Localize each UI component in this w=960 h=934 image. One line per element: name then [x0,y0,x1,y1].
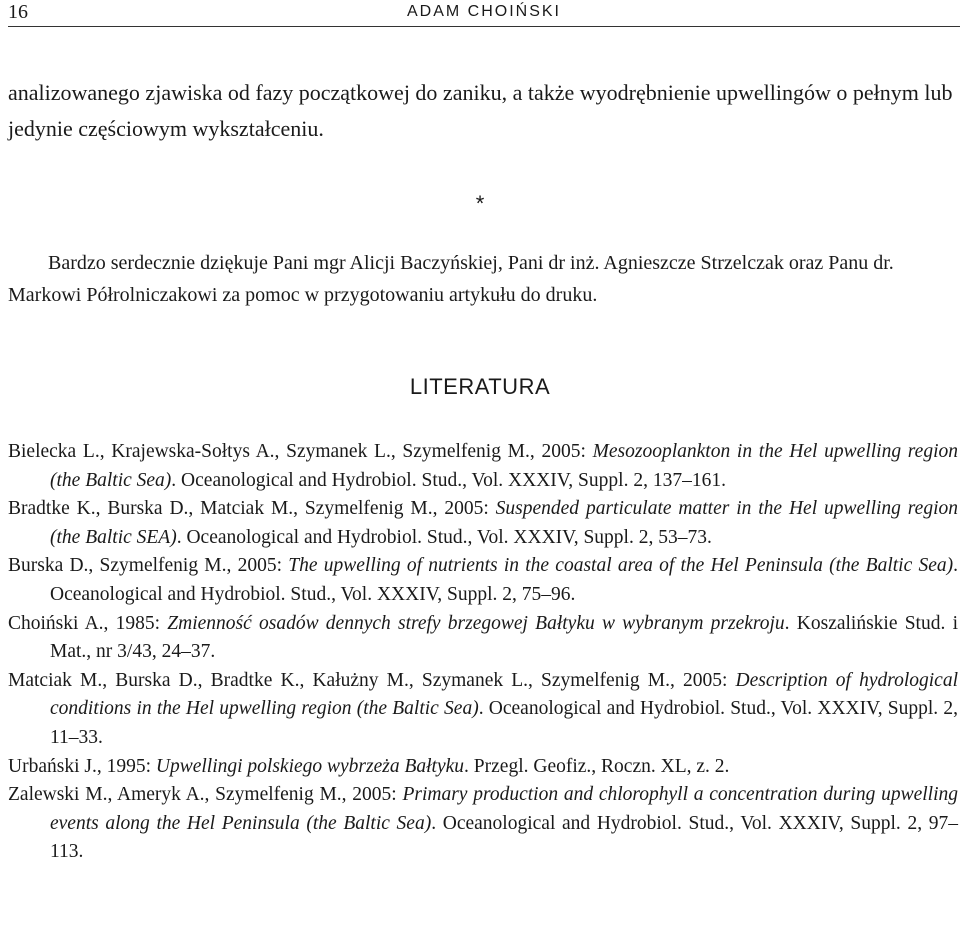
reference-authors: Urbański J., 1995: [8,755,156,777]
reference-title: Description of hydrological conditions in the Hel upwelling region (the Baltic Sea) [50,669,958,720]
reference-item [8,781,958,867]
reference-authors: Bradtke K., Burska D., Matciak M., Szymelfenig M., 2005: [8,498,496,520]
reference-authors: Choiński A., 1985: [8,612,168,634]
reference-authors: Burska D., Szymelfenig M., 2005: [8,555,289,577]
reference-title: The upwelling of nutrients in the coastal area of the Hel Peninsula (the Baltic Sea) [288,555,954,577]
reference-item [8,610,958,667]
reference-title: Suspended particulate matter in the Hel upwelling region (the Baltic SEA) [50,498,958,548]
reference-title: Mesozooplankton in the Hel upwelling region (the Baltic Sea) [50,441,958,491]
reference-source: . Oceanological and Hydrobiol. Stud., Vol. XXXIV, Suppl. 2, 75–96. [50,555,959,605]
reference-title: Primary production and chlorophyll a concentration during upwelling events along the Hel Peninsula (the Baltic Sea) [50,784,958,834]
reference-item [8,438,958,495]
body-paragraph: analizowanego zjawiska od fazy początkowej do zaniku, a także wyodrębnienie upwellingów o pełnym lub jedynie częściowym wykształceniu. [8,80,953,141]
reference-title: Upwellingi polskiego wybrzeża Bałtyku [155,755,465,777]
running-head: ADAM CHOIŃSKI [406,3,561,20]
reference-item [8,552,958,609]
reference-list [8,438,958,867]
page-header [8,0,960,27]
reference-title: Zmienność osadów dennych strefy brzegowej Bałtyku w wybranym przekroju [167,612,785,634]
reference-source: . Koszalińskie Stud. i Mat., nr 3/43, 24–37. [50,612,958,663]
reference-item [8,667,958,753]
literature-heading: LITERATURA [409,374,551,399]
reference-source: . Oceanological and Hydrobiol. Stud., Vol. XXXIV, Suppl. 2, 137–161. [171,469,726,491]
reference-item [8,495,958,552]
acknowledgement-paragraph: Bardzo serdecznie dziękuje Pani mgr Alicji Baczyńskiej, Pani dr inż. Agnieszcze Strzelczak oraz Panu dr. Markowi Półrolniczakowi za pomoc w przygotowaniu artykułu do druku. [8,252,894,306]
page-number: 16 [8,1,28,23]
reference-source: . Przegl. Geofiz., Roczn. XL, z. 2. [464,755,730,777]
reference-authors: Zalewski M., Ameryk A., Szymelfenig M., 2005: [8,784,403,806]
reference-authors: Bielecka L., Krajewska-Sołtys A., Szymanek L., Szymelfenig M., 2005: [8,441,593,462]
reference-source: . Oceanological and Hydrobiol. Stud., Vol. XXXIV, Suppl. 2, 53–73. [176,526,712,548]
reference-source: . Oceanological and Hydrobiol. Stud., Vol. XXXIV, Suppl. 2, 97–113. [50,812,958,863]
section-separator: * [475,191,485,216]
reference-item [8,753,958,782]
reference-source: . Oceanological and Hydrobiol. Stud., Vol. XXXIV, Suppl. 2, 11–33. [50,698,958,748]
reference-authors: Matciak M., Burska D., Bradtke K., Kałużny M., Szymanek L., Szymelfenig M., 2005: [8,669,736,691]
